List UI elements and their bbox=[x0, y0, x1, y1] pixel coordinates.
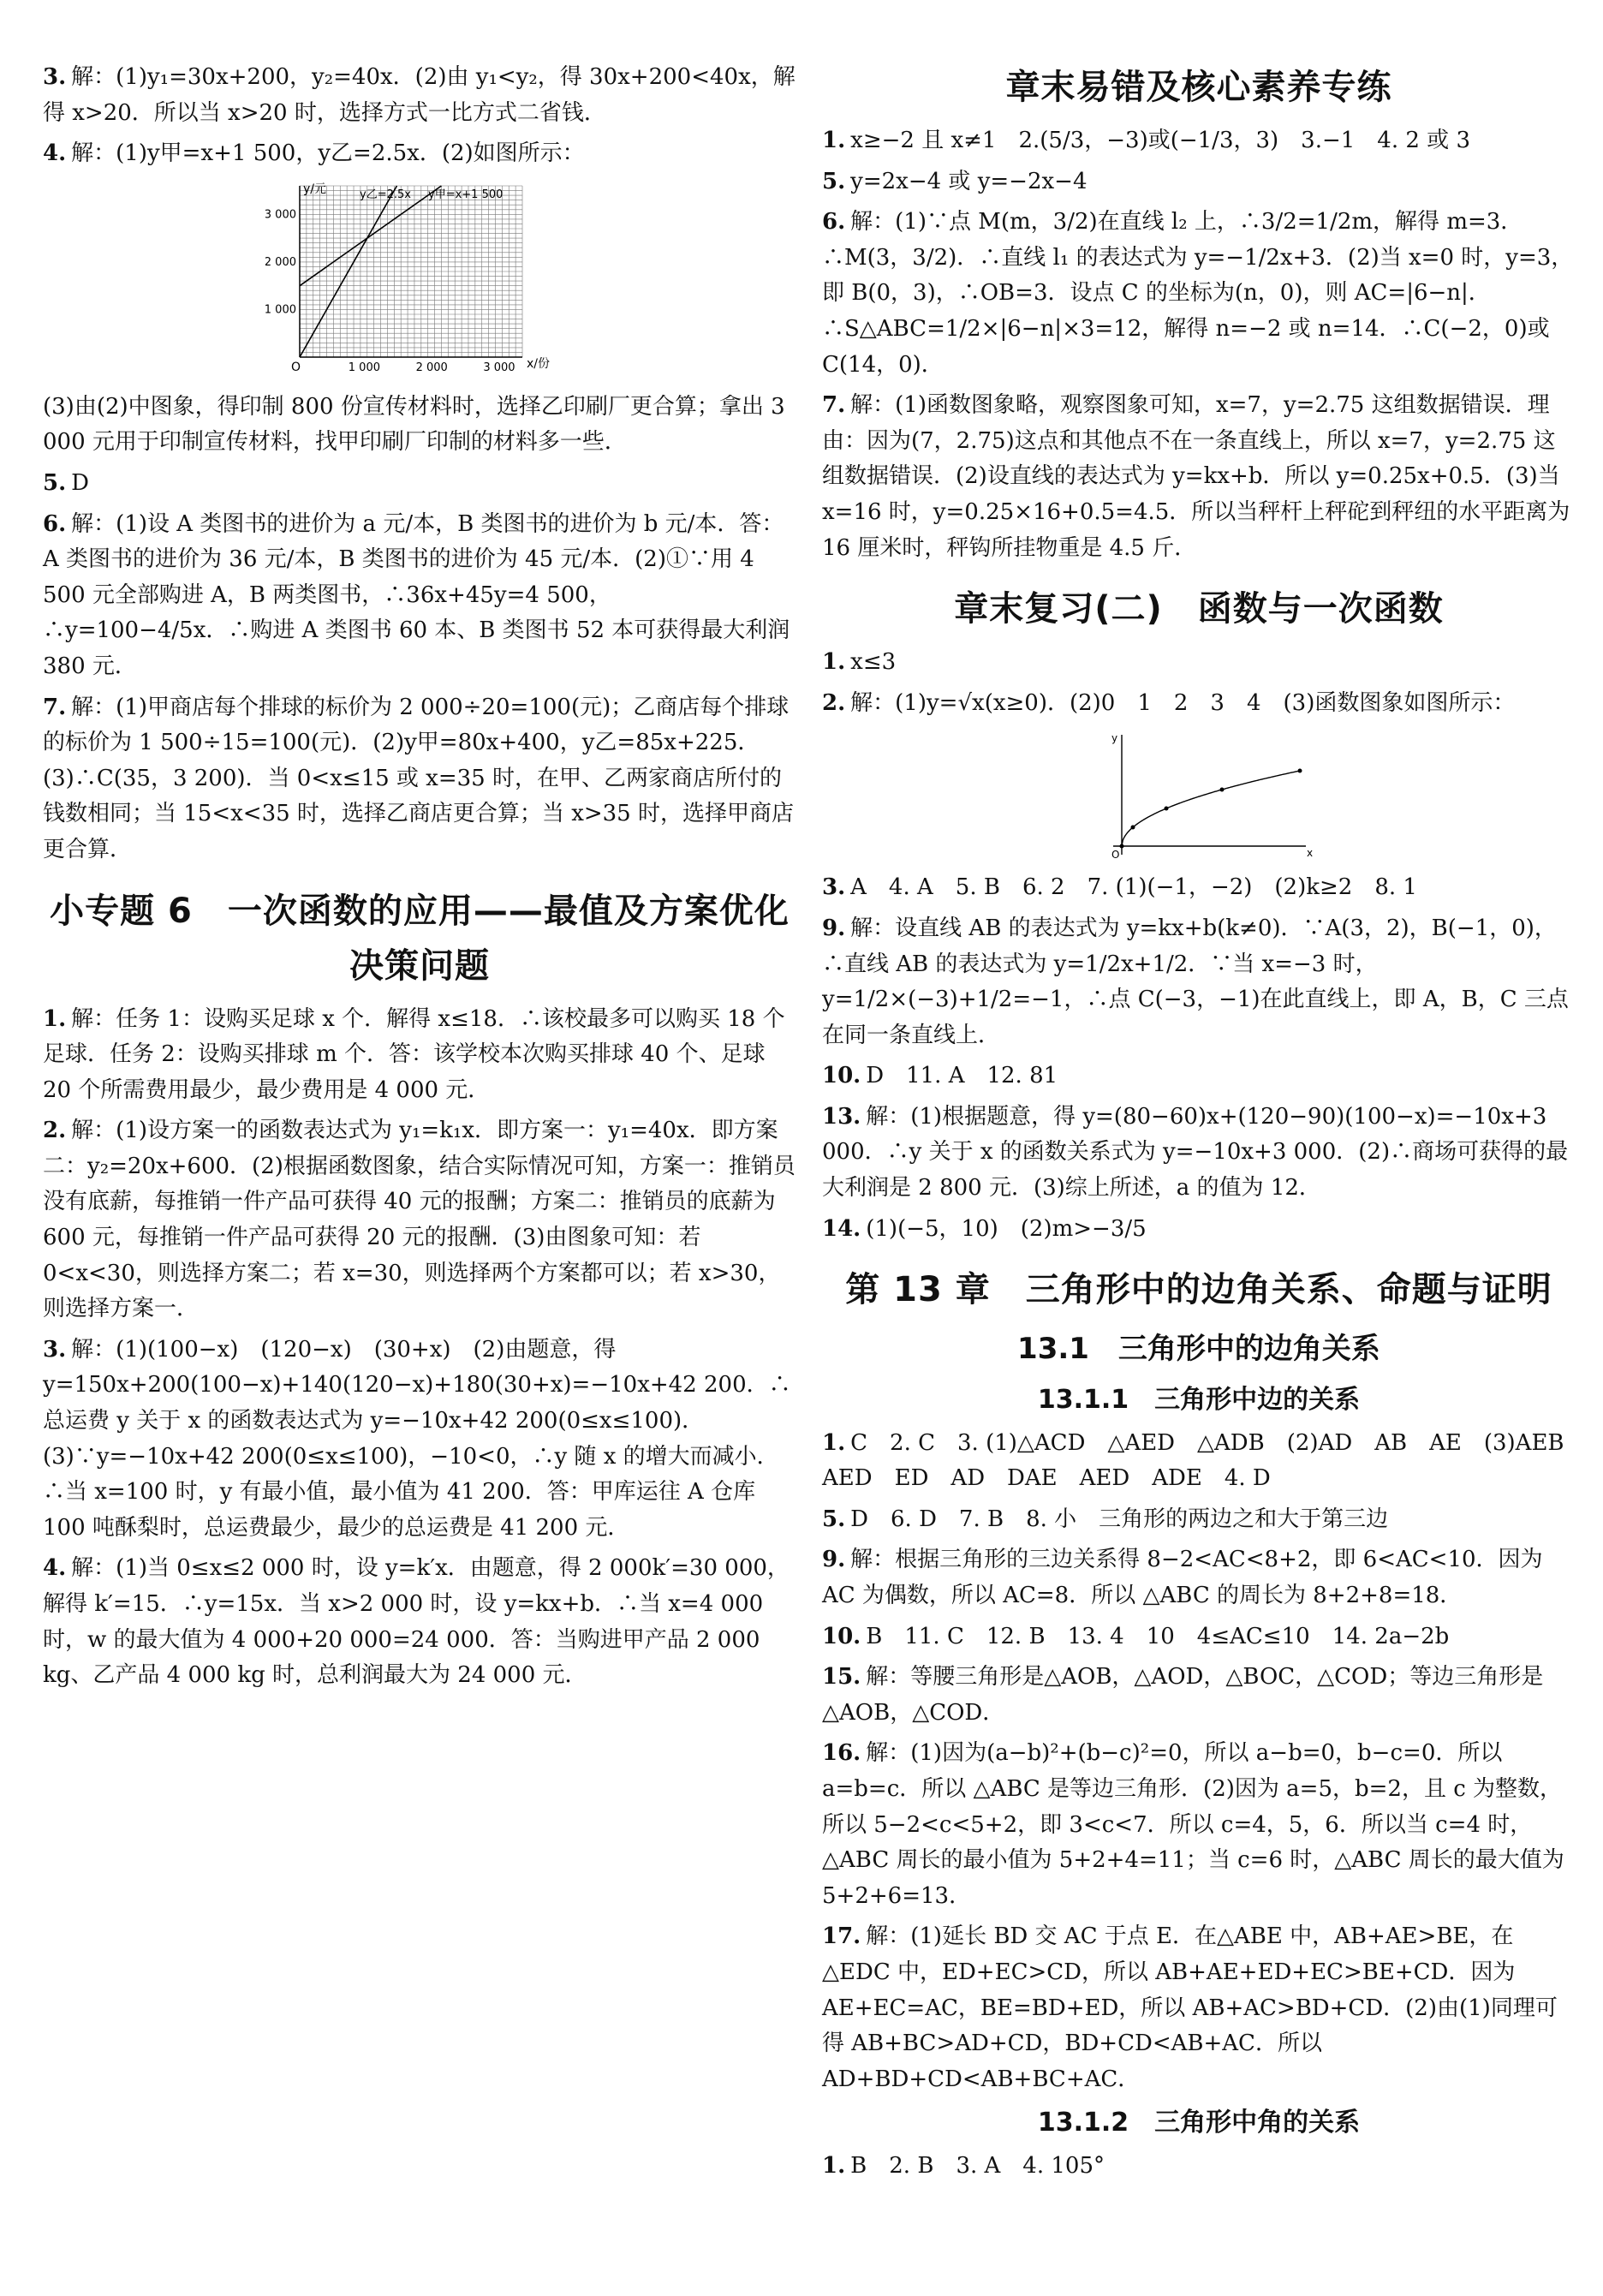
chart-print-cost bbox=[265, 177, 625, 383]
review-answer-14: 14. (1)(−5，10) (2)m>−3/5 bbox=[822, 1215, 1147, 1242]
answer-3: 3. 解：(1)y₁=30x+200，y₂=40x．(2)由 y₁<y₂，得 30x+200<40x，解得 x>20．所以当 x>20 时，选择方式一比方式二省钱． bbox=[43, 64, 796, 126]
sqrt-point bbox=[1298, 769, 1302, 773]
errors-answer-6: 6. 解：(1)∵点 M(m，3/2)在直线 l₂ 上，∴3/2=1/2m，解得 m=3．∴M(3，3/2)．∴直线 l₁ 的表达式为 y=−1/2x+3．(2)当 x=0 时，y=3，即 B(0，3)，∴OB=3．设点 C 的坐标为(n，0)，则 AC=|6−n|．∴S△ABC=1/2×|6−n|×3=12，解得 n=−2 或 n=14．∴C(−2，0)或 C(14，0)． bbox=[822, 209, 1574, 378]
section-title-chapter-end-errors: 章末易错及核心素养专练 bbox=[1005, 68, 1392, 107]
s1311-answer-9: 9. 解：根据三角形的三边关系得 8−2<AC<8+2，即 6<AC<10．因为 AC 为偶数，所以 AC=8．所以 △ABC 的周长为 8+2+8=18． bbox=[822, 1547, 1543, 1609]
y-axis-label: y/元 bbox=[303, 182, 327, 196]
x-tick-label-3000: 3 000 bbox=[483, 361, 515, 374]
legend-y-yi: y乙=2.5x bbox=[360, 188, 411, 201]
section-13-1-2-title: 13.1.2 三角形中角的关系 bbox=[1037, 2108, 1361, 2138]
origin-label: O bbox=[291, 360, 301, 374]
chart-sqrt bbox=[1096, 726, 1319, 863]
review-answer-1: 1. x≤3 bbox=[822, 649, 897, 676]
sqrt-point bbox=[1165, 807, 1169, 811]
x-axis-label: x/份 bbox=[527, 356, 551, 371]
section-title-chapter-review-2: 章末复习(二) 函数与一次函数 bbox=[954, 589, 1444, 629]
left-column bbox=[43, 60, 796, 1699]
grid bbox=[300, 186, 522, 357]
section-13-1-1-title: 13.1.1 三角形中边的关系 bbox=[1037, 1384, 1361, 1415]
topic6-answer-4: 4. 解：(1)当 0≤x≤2 000 时，设 y=k′x．由题意，得 2 000k′=30 000，解得 k′=15．∴y=15x．当 x>2 000 时，设 y=kx+b．∴当 x=4 000 时，w 的最大值为 4 000+20 000=24 000．答：当购进甲产品 2 000 kg、乙产品 4 000 kg 时，总利润最大为 24 000 元． bbox=[43, 1555, 790, 1689]
answer-6: 6. 解：(1)设 A 类图书的进价为 a 元/本，B 类图书的进价为 b 元/本．答：A 类图书的进价为 36 元/本，B 类图书的进价为 45 元/本．(2)①∵用 4 500 元全部购进 A，B 两类图书，∴36x+45y=4 500，∴y=100−4/5x．∴购进 A 类图书 60 本、B 类图书 52 本可获得最大利润 380 元． bbox=[43, 510, 790, 679]
x-tick-label-2000: 2 000 bbox=[415, 361, 448, 374]
errors-answer-5: 5. y=2x−4 或 y=−2x−4 bbox=[822, 168, 1088, 194]
topic6-answer-3: 3. 解：(1)(100−x) (120−x) (30+x) (2)由题意，得 y=150x+200(100−x)+140(120−x)+180(30+x)=−10x+42 200．∴总运费 y 关于 x 的函数表达式为 y=−10x+42 200(0≤x≤100)．(3)∵y=−10x+42 200(0≤x≤100)，−10<0，∴y 随 x 的增大而减小．∴当 x=100 时，y 有最小值，最小值为 41 200．答：甲库运往 A 仓库 100 吨酥梨时，总运费最少，最少的总运费是 41 200 元． bbox=[43, 1336, 791, 1541]
x-tick-label-1000: 1 000 bbox=[348, 361, 381, 374]
chart-1-svg bbox=[265, 177, 625, 383]
s1311-answer-16: 16. 解：(1)因为(a−b)²+(b−c)²=0，所以 a−b=0，b−c=0．所以 a=b=c．所以 △ABC 是等边三角形．(2)因为 a=5，b=2，且 c 为整数，所以 5−2<c<5+2，即 3<c<7．所以 c=4，5，6．所以当 c=4 时，△ABC 周长的最小值为 5+2+4=11；当 c=6 时，△ABC 周长的最大值为 5+2+6=13． bbox=[822, 1740, 1564, 1909]
review-answer-13: 13. 解：(1)根据题意，得 y=(80−60)x+(120−90)(100−x)=−10x+3 000．∴y 关于 x 的函数关系式为 y=−10x+3 000．(2)∴商场可获得的最大利润是 2 800 元．(3)综上所述，a 的值为 12． bbox=[822, 1103, 1569, 1202]
y-tick-label-2000: 2 000 bbox=[265, 255, 296, 269]
review-answer-10: 10. D 11. A 12. 81 bbox=[822, 1063, 1058, 1089]
s1311-answer-5: 5. D 6. D 7. B 8. 小 三角形的两边之和大于第三边 bbox=[822, 1506, 1389, 1532]
s1311-answer-10: 10. B 11. C 12. B 13. 4 10 4≤AC≤10 14. 2a−2b bbox=[822, 1623, 1450, 1649]
topic6-answer-2: 2. 解：(1)设方案一的函数表达式为 y₁=k₁x．即方案一：y₁=40x．即方案二：y₂=20x+600．(2)根据函数图象，结合实际情况可知，方案一：推销员没有底薪，每推销一件产品可获得 40 元的报酬；方案二：推销员的底薪为 600 元，每推销一件产品可获得 20 元的报酬．(3)由图象可知：若 0<x<30，则选择方案二；若 x=30，则选择两个方案都可以；若 x>30，则选择方案一． bbox=[43, 1118, 796, 1322]
right-column bbox=[822, 60, 1587, 2190]
errors-answer-7: 7. 解：(1)函数图象略，观察图象可知，x=7，y=2.75 这组数据错误．理由：因为(7，2.75)这点和其他点不在一条直线上，所以 x=7，y=2.75 这组数据错误．(2)设直线的表达式为 y=kx+b．所以 y=0.25x+0.5．(3)当 x=16 时，y=0.25×16+0.5=4.5．所以当秤杆上秤砣到秤纽的水平距离为 16 厘米时，秤钩所挂物重是 4.5 斤． bbox=[822, 392, 1570, 561]
review-answer-9: 9. 解：设直线 AB 的表达式为 y=kx+b(k≠0)．∵A(3，2)，B(−1，0)，∴直线 AB 的表达式为 y=1/2x+1/2．∵当 x=−3 时，y=1/2×(−3)+1/2=−1，∴点 C(−3，−1)在此直线上，即 A，B，C 三点在同一条直线上． bbox=[822, 915, 1569, 1048]
answer-4: 4. 解：(1)y甲=x+1 500，y乙=2.5x．(2)如图所示： bbox=[43, 140, 585, 167]
topic6-answer-1: 1. 解：任务 1：设购买足球 x 个．解得 x≤18．∴该校最多可以购买 18 个足球．任务 2：设购买排球 m 个．答：该学校本次购买排球 40 个、足球 20 个所需费用最少，最少费用是 4 000 元． bbox=[43, 1005, 785, 1103]
section-13-1-title: 13.1 三角形中的边角关系 bbox=[1017, 1332, 1380, 1367]
s1312-answer-1: 1. B 2. B 3. A 4. 105° bbox=[822, 2153, 1105, 2180]
review-answer-2: 2. 解：(1)y=√x(x≥0)．(2)0 1 2 3 4 (3)函数图象如图所示： bbox=[822, 689, 1516, 716]
sqrt-point bbox=[1120, 844, 1124, 849]
s1311-answer-15: 15. 解：等腰三角形是△AOB，△AOD，△BOC，△COD；等边三角形是△AOB，△COD． bbox=[822, 1664, 1544, 1726]
sqrt-point bbox=[1220, 788, 1225, 792]
y-axis-label: y bbox=[1111, 732, 1118, 745]
s1311-answer-1: 1. C 2. C 3. (1)△ACD △AED △ADB (2)AD AB AE (3)AEB AED ED AD DAE AED ADE 4. D bbox=[822, 1429, 1587, 1492]
answer-5: 5. D bbox=[43, 469, 90, 496]
origin-label: O bbox=[1111, 849, 1120, 862]
y-tick-label-3000: 3 000 bbox=[265, 208, 296, 222]
answer-4-part3: (3)由(2)中图象，得印制 800 份宣传材料时，选择乙印刷厂更合算；拿出 3 000 元用于印制宣传材料，找甲印刷厂印制的材料多一些． bbox=[43, 393, 785, 456]
s1311-answer-17: 17. 解：(1)延长 BD 交 AC 于点 E．在△ABE 中，AB+AE>BE，在△EDC 中，ED+EC>CD，所以 AB+AE+ED+EC>BE+CD．因为 AE+EC=AC，BE=BD+ED，所以 AB+AC>BD+CD．(2)由(1)同理可得 AB+BC>AD+CD，BD+CD<AB+AC．所以 AD+BD+CD<AB+BC+AC． bbox=[822, 1923, 1558, 2092]
x-axis-label: x bbox=[1307, 847, 1314, 860]
review-answer-3: 3. A 4. A 5. B 6. 2 7. (1)(−1，−2) (2)k≥2 8. 1 bbox=[822, 874, 1417, 901]
answer-7: 7. 解：(1)甲商店每个排球的标价为 2 000÷20=100(元)；乙商店每个排球的标价为 1 500÷15=100(元)．(2)y甲=80x+400，y乙=85x+225．(3)∴C(35，3 200)．当 0<x≤15 或 x=35 时，在甲、乙两家商店所付的钱数相同；当 15<x<35 时，选择乙商店更合算；当 x>35 时，选择甲商店更合算． bbox=[43, 694, 794, 862]
chapter-13-title: 第 13 章 三角形中的边角关系、命题与证明 bbox=[845, 1270, 1552, 1310]
section-title-special-topic-6: 小专题 6 一次函数的应用——最值及方案优化决策问题 bbox=[50, 891, 790, 986]
sqrt-point bbox=[1131, 826, 1135, 830]
legend-y-jia: y甲=x+1 500 bbox=[428, 188, 504, 201]
chart-2-svg bbox=[1096, 726, 1319, 863]
sqrt-curve bbox=[1122, 771, 1300, 846]
y-tick-label-1000: 1 000 bbox=[265, 303, 296, 317]
errors-answer-1: 1. x≥−2 且 x≠1 2.(5/3，−3)或(−1/3，3) 3.−1 4. 2 或 3 bbox=[822, 128, 1470, 153]
